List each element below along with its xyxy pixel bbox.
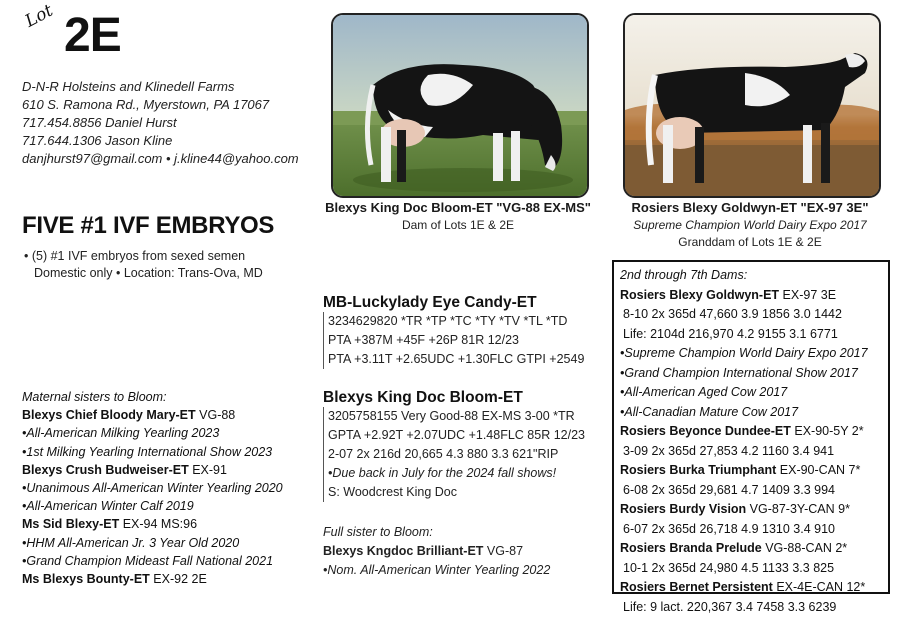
dam-ancestor-record: 6-08 2x 365d 29,681 4.7 1409 3.3 994: [623, 482, 835, 497]
granddam-photo-subcaption: Granddam of Lots 1E & 2E: [678, 235, 822, 249]
full-sister-block: [323, 523, 550, 580]
dam-ancestor-name: Rosiers Bernet Persistent: [620, 580, 773, 594]
lot-number: 2E: [64, 9, 121, 62]
dam-ancestor-name: Rosiers Burdy Vision: [620, 502, 747, 516]
full-sister-name: Blexys Kngdoc Brilliant-ET: [323, 544, 484, 558]
dam-ancestor-grade: EX-4E-CAN 12*: [772, 580, 866, 594]
dam-sire: S: Woodcrest King Doc: [328, 485, 457, 499]
sire-pta-1: PTA +387M +45F +26P 81R 12/23: [328, 333, 519, 347]
lot-script-label: Lot: [22, 0, 57, 32]
sister-grade: EX-91: [188, 462, 227, 477]
maternal-sisters: [22, 388, 312, 588]
sister-name: Blexys Chief Bloody Mary-ET: [22, 408, 196, 423]
sister-award: •HHM All-American Jr. 3 Year Old 2020: [22, 535, 240, 550]
sister-award: •Grand Champion Mideast Fall National 2021: [22, 553, 274, 568]
consignor-contact: [22, 78, 299, 168]
email-line: danjhurst97@gmail.com • j.kline44@yahoo.com: [22, 151, 299, 166]
dam-ancestor-name: Rosiers Burka Triumphant: [620, 463, 777, 477]
granddam-photo-caption: Rosiers Blexy Goldwyn-ET "EX-97 3E": [631, 200, 869, 215]
bullet-location: Domestic only • Location: Trans-Ova, MD: [34, 266, 263, 280]
dam-photo-subcaption: Dam of Lots 1E & 2E: [401, 218, 515, 232]
pedigree-heading: 2nd through 7th Dams:: [620, 268, 748, 282]
dam-ancestor-name: Rosiers Beyonce Dundee-ET: [620, 424, 791, 438]
sire-name: MB-Luckylady Eye Candy-ET: [323, 294, 537, 311]
maternal-heading: Maternal sisters to Bloom:: [22, 390, 167, 404]
dam2-award: •Supreme Champion World Dairy Expo 2017: [620, 346, 868, 360]
dam-ancestor-grade: EX-90-5Y 2*: [790, 424, 864, 438]
sister-name: Ms Blexys Bounty-ET: [22, 572, 150, 587]
bullet-embryos: • (5) #1 IVF embryos from sexed semen: [24, 249, 246, 263]
lot-bullets: [24, 248, 263, 282]
granddam-photo: [623, 13, 881, 198]
dam2-lifetime: Life: 2104d 216,970 4.2 9155 3.1 6771: [623, 326, 838, 341]
consignor-address: 610 S. Ramona Rd., Myerstown, PA 17067: [22, 97, 270, 112]
consignor-name: D-N-R Holsteins and Klinedell Farms: [22, 79, 235, 94]
sister-grade: EX-94 MS:96: [119, 517, 198, 532]
dam-id-grade: 3205758155 Very Good-88 EX-MS 3-00 *TR: [328, 409, 575, 423]
dam-name: Blexys King Doc Bloom-ET: [323, 389, 523, 406]
dam-note: •Due back in July for the 2024 fall shows!: [328, 466, 557, 480]
lot-headline: FIVE #1 IVF EMBRYOS: [22, 212, 275, 239]
full-sister-heading: Full sister to Bloom:: [323, 525, 433, 539]
dam-ancestor-record: 10-1 2x 365d 24,980 4.5 1133 3.3 825: [623, 560, 835, 575]
dam-photo-caption: Blexys King Doc Bloom-ET "VG-88 EX-MS": [325, 200, 591, 215]
dam-record: 2-07 2x 216d 20,665 4.3 880 3.3 621"RIP: [328, 447, 559, 461]
dam-ancestor-record: 3-09 2x 365d 27,853 4.2 1160 3.4 941: [623, 443, 835, 458]
dam2-award: •All-American Aged Cow 2017: [620, 385, 788, 399]
phone-hurst: 717.454.8856 Daniel Hurst: [22, 115, 177, 130]
full-sister-grade: VG-87: [483, 544, 524, 558]
dam2-award: •All-Canadian Mature Cow 2017: [620, 404, 799, 419]
dam-ancestor-record: 6-07 2x 365d 26,718 4.9 1310 3.4 910: [623, 521, 835, 536]
sister-award: •Unanimous All-American Winter Yearling 2020: [22, 481, 283, 496]
dam-ancestor-grade: EX-90-CAN 7*: [776, 463, 861, 477]
dam2-record: 8-10 2x 365d 47,660 3.9 1856 3.0 1442: [623, 307, 842, 321]
cow-photo-image: [625, 15, 879, 196]
sister-award: •All-American Winter Calf 2019: [22, 499, 194, 514]
sister-award: •All-American Milking Yearling 2023: [22, 426, 220, 441]
sister-grade: EX-92 2E: [149, 572, 207, 587]
pedigree-box: [612, 260, 890, 614]
dam2-award: •Grand Champion International Show 2017: [620, 365, 858, 380]
sire-id-traits: 3234629820 *TR *TP *TC *TY *TV *TL *TD: [328, 314, 568, 328]
sister-name: Ms Sid Blexy-ET: [22, 517, 120, 532]
dam2-name: Rosiers Blexy Goldwyn-ET: [620, 287, 780, 302]
dam-ancestor-record: Life: 9 lact. 220,367 3.4 7458 3.3 6239: [623, 599, 837, 614]
sire-pta-2: PTA +3.11T +2.65UDC +1.30FLC GTPI +2549: [328, 352, 585, 366]
cow-photo-image: [333, 15, 587, 196]
dam-photo: [331, 13, 589, 198]
dam-ancestor-grade: VG-88-CAN 2*: [761, 541, 848, 555]
dam-ancestor-grade: VG-87-3Y-CAN 9*: [746, 502, 850, 516]
granddam-photo-award: Supreme Champion World Dairy Expo 2017: [633, 218, 867, 232]
sister-award: •1st Milking Yearling International Show 2023: [22, 444, 273, 459]
sire-block: [323, 293, 584, 369]
dam-ancestor-name: Rosiers Branda Prelude: [620, 541, 762, 555]
phone-kline: 717.644.1306 Jason Kline: [22, 133, 173, 148]
sister-grade: VG-88: [195, 408, 236, 423]
dam-gpta: GPTA +2.92T +2.07UDC +1.48FLC 85R 12/23: [328, 428, 585, 442]
full-sister-award: •Nom. All-American Winter Yearling 2022: [323, 563, 551, 577]
dam2-grade: EX-97 3E: [779, 287, 837, 302]
dam-block: [323, 388, 585, 502]
sister-name: Blexys Crush Budweiser-ET: [22, 462, 189, 477]
